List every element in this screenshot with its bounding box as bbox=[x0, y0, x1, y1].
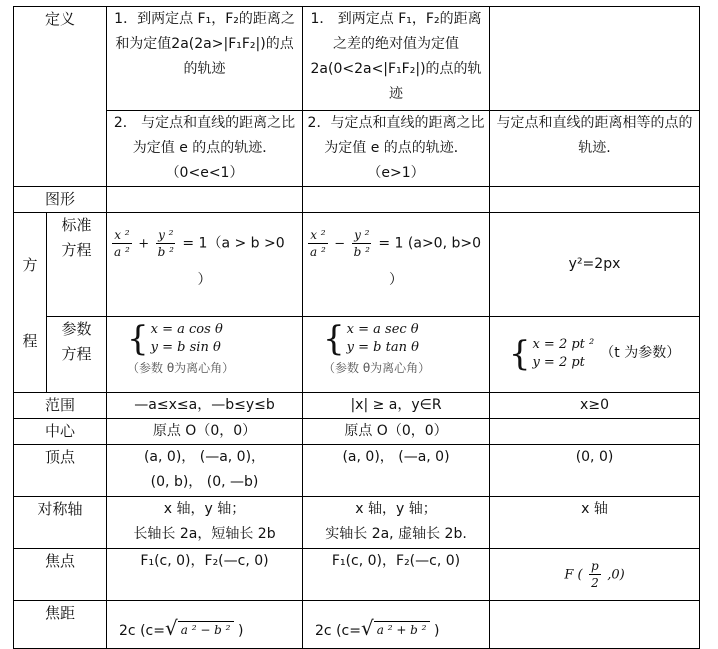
hyperbola-definition-1: 1． 到两定点 F₁，F₂的距离之差的绝对值为定值2a(0<2a<|F₁F₂|)的点的轨迹 bbox=[303, 7, 490, 111]
hyperbola-axis: x 轴，y 轴； 实轴长 2a, 虚轴长 2b. bbox=[303, 497, 490, 549]
left-brace-icon: { bbox=[508, 333, 531, 374]
parabola-range: x≥0 bbox=[490, 393, 700, 419]
y-over-b-fraction: $\frac{\text{y ²}}{\text{b ²}}$ bbox=[353, 228, 370, 259]
param-label-2: 方程 bbox=[61, 345, 92, 363]
definition-row-1 bbox=[14, 7, 700, 111]
equation-group-label-1: 方 bbox=[22, 255, 38, 274]
ellipse-focal-distance: 2c (c= √ a ² − b ² ) bbox=[107, 601, 303, 649]
standard-equation-label bbox=[47, 213, 107, 317]
standard-label-1: 标准 bbox=[61, 216, 92, 234]
parabola-focus: F ( $\frac{p}{2}$ ,0) bbox=[490, 549, 700, 601]
ellipse-standard-equation: $\frac{\text{x ²}}{\text{a ²}}$ + $\frac{\text{y ²}}{\text{b ²}}$ = 1（a > b >0 ） bbox=[107, 213, 303, 317]
parabola-axis: x 轴 bbox=[490, 497, 700, 549]
standard-label-2: 方程 bbox=[61, 241, 92, 259]
hyperbola-focal-distance: 2c (c= √ a ² + b ² ) bbox=[303, 601, 490, 649]
parabola-definition: 与定点和直线的距离相等的点的轨迹. bbox=[490, 111, 700, 187]
parametric-equation-label bbox=[47, 317, 107, 393]
graph-label: 图形 bbox=[14, 187, 107, 213]
ellipse-standard-close: ） bbox=[197, 272, 212, 288]
x-over-a-fraction: $\frac{\text{x ²}}{\text{a ²}}$ bbox=[310, 228, 326, 259]
definition-label: 定义 bbox=[14, 7, 107, 187]
hyperbola-standard-equation: $\frac{\text{x ²}}{\text{a ²}}$ − $\frac{\text{y ²}}{\text{b ²}}$ = 1 (a>0, b>0 ） bbox=[303, 213, 490, 317]
standard-equation-row bbox=[14, 213, 700, 317]
ellipse-parametric-equation: { x = a cos θ y = b sin θ （参数 θ为离心角） bbox=[107, 317, 303, 393]
hyperbola-focus: F₁(c, 0)，F₂(—c, 0) bbox=[303, 549, 490, 601]
parabola-vertex: (0, 0) bbox=[490, 445, 700, 497]
parabola-definition-empty bbox=[490, 7, 700, 111]
y-over-b-fraction: $\frac{\text{y ²}}{\text{b ²}}$ bbox=[157, 228, 174, 259]
symmetry-axis-row: 对称轴 x 轴，y 轴； 长轴长 2a，短轴长 2b x 轴，y 轴； 实轴长 2a, 虚轴长 2b. x 轴 bbox=[14, 497, 700, 549]
hyperbola-definition-2: 2．与定点和直线的距离之比为定值 e 的点的轨迹．（e>1） bbox=[303, 111, 490, 187]
hyperbola-standard-close: ） bbox=[389, 272, 404, 288]
vertex-row: 顶点 (a, 0)， (—a, 0)， (0, b)， (0, —b) (a, 0)， (—a, 0) (0, 0) bbox=[14, 445, 700, 497]
conic-sections-table bbox=[13, 6, 700, 649]
hyperbola-parametric-equation: { x = a sec θ y = b tan θ （参数 θ为离心角） bbox=[303, 317, 490, 393]
ellipse-focus: F₁(c, 0)，F₂(—c, 0) bbox=[107, 549, 303, 601]
hyperbola-vertex: (a, 0)， (—a, 0) bbox=[303, 445, 490, 497]
ellipse-center: 原点 O（0，0） bbox=[107, 419, 303, 445]
parabola-parametric-equation: { x = 2 pt ² y = 2 pt （t 为参数） bbox=[490, 317, 700, 393]
graph-row bbox=[14, 187, 700, 213]
range-row: 范围 —a≤x≤a，—b≤y≤b |x| ≥ a，y∈R x≥0 bbox=[14, 393, 700, 419]
parabola-graph bbox=[490, 187, 700, 213]
center-row: 中心 原点 O（0，0） 原点 O（0，0） bbox=[14, 419, 700, 445]
focal-distance-row: 焦距 2c (c= √ a ² − b ² ) 2c (c= √ a ² + b ² ) bbox=[14, 601, 700, 649]
parametric-equation-row bbox=[14, 317, 700, 393]
parabola-standard-equation: y²=2px bbox=[490, 213, 700, 317]
equation-group-label-2: 程 bbox=[22, 331, 38, 350]
focus-row: 焦点 F₁(c, 0)，F₂(—c, 0) F₁(c, 0)，F₂(—c, 0) F ( $\frac{p}{2}$ ,0) bbox=[14, 549, 700, 601]
ellipse-vertex: (a, 0)， (—a, 0)， (0, b)， (0, —b) bbox=[107, 445, 303, 497]
ellipse-definition-2: 2． 与定点和直线的距离之比为定值 e 的点的轨迹．（0<e<1） bbox=[107, 111, 303, 187]
definition-row-2 bbox=[14, 111, 700, 187]
left-brace-icon: { bbox=[127, 319, 149, 359]
p-over-2-fraction: $\frac{p}{2}$ bbox=[591, 559, 599, 590]
sqrt-icon: √ a ² + b ² bbox=[361, 618, 430, 638]
ellipse-axis: x 轴，y 轴； 长轴长 2a，短轴长 2b bbox=[107, 497, 303, 549]
hyperbola-standard-tail: = 1 (a>0, b>0 bbox=[378, 235, 482, 252]
left-brace-icon: { bbox=[323, 319, 345, 359]
hyperbola-center: 原点 O（0，0） bbox=[303, 419, 490, 445]
ellipse-range: —a≤x≤a，—b≤y≤b bbox=[107, 393, 303, 419]
ellipse-definition-1: 1．到两定点 F₁，F₂的距离之和为定值2a(2a>|F₁F₂|)的点的轨迹 bbox=[107, 7, 303, 111]
ellipse-standard-tail: = 1（a > b >0 bbox=[182, 235, 285, 252]
sqrt-icon: √ a ² − b ² bbox=[165, 618, 234, 638]
parabola-focal-distance bbox=[490, 601, 700, 649]
parabola-center bbox=[490, 419, 700, 445]
x-over-a-fraction: $\frac{\text{x ²}}{\text{a ²}}$ bbox=[114, 228, 130, 259]
hyperbola-graph bbox=[303, 187, 490, 213]
ellipse-graph bbox=[107, 187, 303, 213]
equation-group-label bbox=[14, 213, 47, 393]
ellipse-param-note: （参数 θ为离心角） bbox=[127, 361, 235, 375]
param-label-1: 参数 bbox=[61, 320, 92, 338]
hyperbola-param-note: （参数 θ为离心角） bbox=[323, 361, 431, 375]
hyperbola-range: |x| ≥ a，y∈R bbox=[303, 393, 490, 419]
